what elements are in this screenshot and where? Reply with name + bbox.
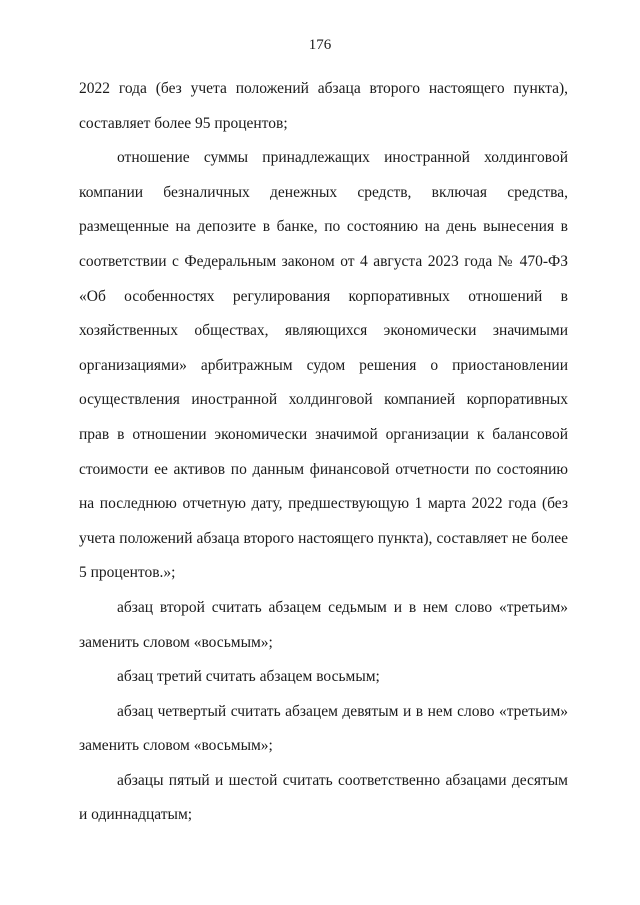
page-number: 176 (308, 37, 332, 53)
document-body (79, 72, 568, 833)
paragraph-cash-ratio: отношение суммы принадлежащих иностранной холдинговой компании безналичных денежных средств, включая средства, размещенные на депозите в банке, по состоянию на день вынесения в соответствии с Федеральным законом от 4 августа 2023 года № 470-ФЗ «Об особенностях регулирования корпоративных отношений в хозяйственных обществах, являющихся экономически значимыми организациями» арбитражным судом решения о приостановлении осуществления иностранной холдинговой компанией корпоративных прав в отношении экономически значимой организации к балансовой стоимости ее активов по данным финансовой отчетности по состоянию на последнюю отчетную дату, предшествующую 1 марта 2022 года (без учета положений абзаца второго настоящего пункта), составляет не более 5 процентов.»; (79, 149, 568, 582)
paragraph-third-abzac: абзац третий считать абзацем восьмым; (117, 668, 380, 686)
paragraph-fourth-abzac: абзац четвертый считать абзацем девятым и в нем слово «третьим» заменить словом «восьмым»; (79, 702, 568, 755)
paragraph-continuation: 2022 года (без учета положений абзаца второго настоящего пункта), составляет более 95 процентов; (79, 80, 568, 132)
paragraph-second-abzac: абзац второй считать абзацем седьмым и в нем слово «третьим» заменить словом «восьмым»; (79, 598, 568, 651)
paragraph-fifth-sixth-abzac: абзацы пятый и шестой считать соответственно абзацами десятым и одиннадцатым; (79, 771, 568, 824)
